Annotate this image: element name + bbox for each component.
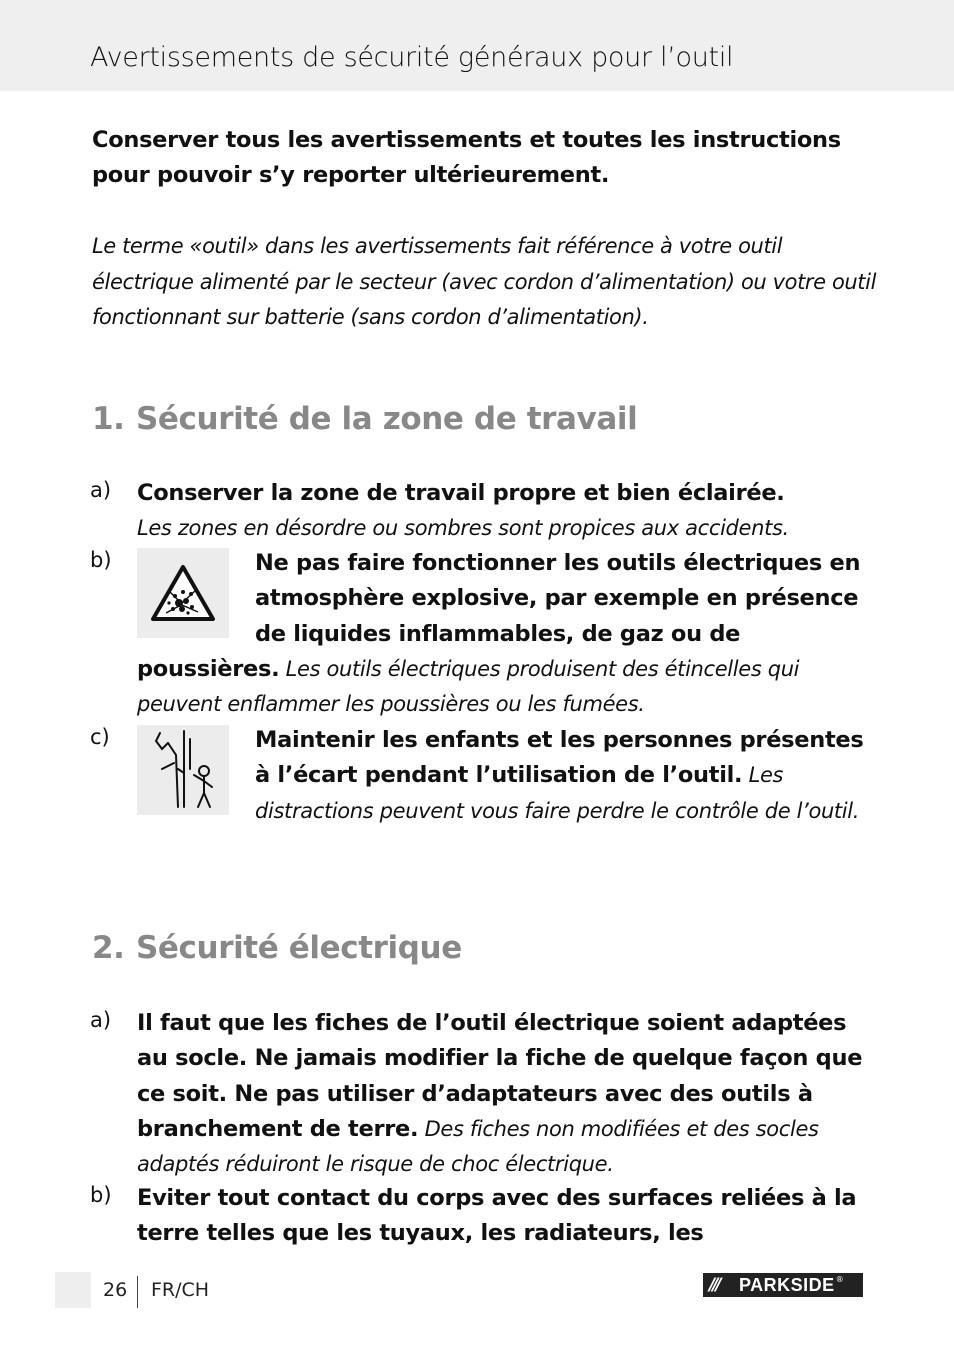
registered-mark: ® (835, 1275, 844, 1284)
item-instruction: Eviter tout contact du corps avec des surfaces reliées à la terre telles que les tuyaux, les radiateurs, les (137, 1185, 857, 1247)
logo-stripes-icon: /// (709, 1275, 719, 1295)
intro-keep-instructions: Conserver tous les avertissements et toutes les instructions pour pouvoir s’y reporter ultérieurement. (92, 127, 841, 188)
item-explanation: Les distractions peuvent vous faire perdre le contrôle de l’outil. (255, 763, 860, 823)
item-explanation: Les outils électriques produisent des étincelles qui peuvent enflammer les poussières ou les fumées. (137, 656, 800, 717)
intro-tool-definition: Le terme «outil» dans les avertissements fait référence à votre outil électrique alimenté par le secteur (avec cordon d’alimentation) ou votre outil fonctionnant sur batterie (sans cordon d’alimentation). (92, 234, 877, 329)
footer-marker (55, 1272, 91, 1308)
item-letter: b) (90, 1183, 112, 1207)
section-number: 2. (92, 930, 125, 966)
item-plugs-match-outlet (137, 1006, 882, 1182)
item-explosive-atmosphere (137, 546, 882, 722)
section-title-text: Sécurité de la zone de travail (136, 401, 638, 437)
item-letter: a) (90, 478, 112, 502)
item-instruction: Ne pas faire fonctionner les outils électriques en atmosphère explosive, par exemple en présence de liquides inflammables, de gaz ou de poussières. (137, 550, 861, 682)
item-letter: a) (90, 1008, 112, 1032)
explosive-warning-icon (137, 548, 229, 638)
page-number: 26 (103, 1279, 128, 1301)
item-instruction: Maintenir les enfants et les personnes présentes à l’écart pendant l’utilisation de l’outil. (255, 727, 864, 789)
section-title-text: Sécurité électrique (136, 930, 462, 966)
item-instruction: Il faut que les fiches de l’outil électrique soient adaptées au socle. Ne jamais modifier la fiche de quelque façon que ce soit. Ne pas utiliser d’adaptateurs avec des outils à branchement de terre. (137, 1010, 863, 1142)
item-avoid-earthed-surfaces (137, 1181, 882, 1252)
brand-name: PARKSIDE (739, 1274, 835, 1295)
keep-children-away-icon (137, 725, 229, 815)
footer-divider (137, 1276, 138, 1308)
item-letter: c) (90, 725, 110, 749)
brand-logo (703, 1273, 863, 1297)
page-header-title: Avertissements de sécurité généraux pour l’outil (90, 42, 734, 73)
item-work-area-clean (137, 476, 882, 547)
section-number: 1. (92, 401, 125, 437)
section-title-work-area (92, 401, 872, 437)
item-instruction: Conserver la zone de travail propre et bien éclairée. (137, 480, 785, 506)
item-explanation: Des fiches non modifiées et des socles adaptés réduiront le risque de choc électrique. (137, 1116, 819, 1177)
language-code: FR/CH (151, 1279, 210, 1301)
section-title-electrical (92, 930, 872, 966)
item-keep-children-away (137, 723, 882, 829)
item-explanation: Les zones en désordre ou sombres sont propices aux accidents. (137, 516, 789, 541)
item-letter: b) (90, 548, 112, 572)
